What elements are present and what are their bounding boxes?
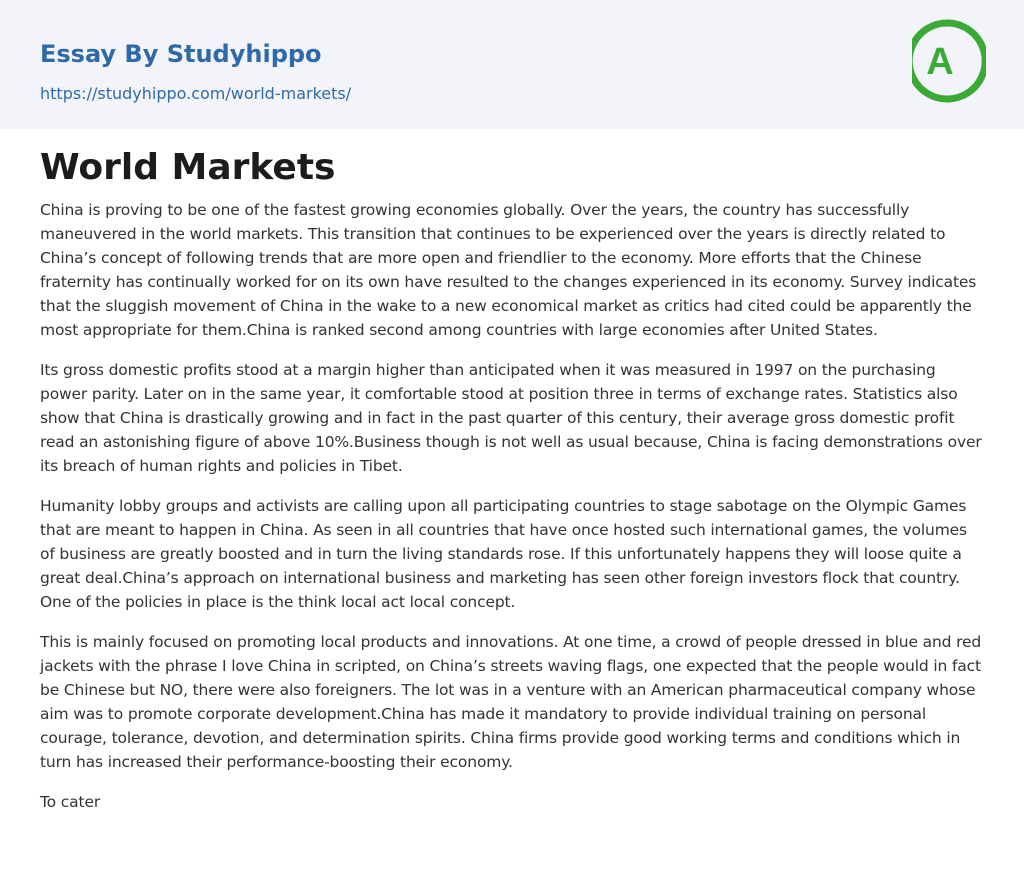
site-header [0, 0, 1024, 129]
article-paragraph-4: This is mainly focused on promoting local products and innovations. At one time, a crowd of people dressed in blue and red jackets with the phrase I love China in scripted, on China’s streets waving flags, one expected that the people would in fact be Chinese but NO, there were also foreigners. The lot was in a venture with an American pharmaceutical company whose aim was to promote corporate development.China has made it mandatory to provide individual training on personal courage, tolerance, devotion, and determination spirits. China firms provide good working terms and conditions which in turn has increased their performance-boosting their economy. [40, 633, 982, 771]
site-title[interactable]: Essay By Studyhippo [40, 40, 322, 68]
article-paragraph-5: To cater [40, 793, 101, 811]
article [40, 147, 984, 830]
article-paragraph-2: Its gross domestic profits stood at a margin higher than anticipated when it was measured in 1997 on the purchasing power parity. Later on in the same year, it comfortable stood at position three in terms of exchange rates. Statistics also show that China is drastically growing and in fact in the past quarter of this century, their average gross domestic profit read an astonishing figure of above 10%.Business though is not well as usual because, China is facing demonstrations over its breach of human rights and policies in Tibet. [40, 361, 982, 475]
logo-letter: A [926, 41, 954, 83]
article-paragraph-1: China is proving to be one of the fastest growing economies globally. Over the years, the country has successfully maneuvered in the world markets. This transition that continues to be experienced over the years is directly related to China’s concept of following trends that are more open and friendlier to the economy. More efforts that the Chinese fraternity has continually worked for on its own have resulted to the changes experienced in its economy. Survey indicates that the sluggish movement of China in the wake to a new economical market as critics had cited could be apparently the most appropriate for them.China is ranked second among countries with large economies after United States. [40, 201, 977, 339]
article-paragraph-3: Humanity lobby groups and activists are calling upon all participating countries to stage sabotage on the Olympic Games that are meant to happen in China. As seen in all countries that have once hosted such international games, the volumes of business are greatly boosted and in turn the living standards rose. If this unfortunately happens they will loose quite a great deal.China’s approach on international business and marketing has seen other foreign investors flock that country. One of the policies in place is the think local act local concept. [40, 497, 967, 611]
a-letter-logo-icon[interactable] [912, 19, 986, 105]
page-title: World Markets [40, 147, 336, 188]
page-url-link[interactable]: https://studyhippo.com/world-markets/ [40, 84, 352, 103]
